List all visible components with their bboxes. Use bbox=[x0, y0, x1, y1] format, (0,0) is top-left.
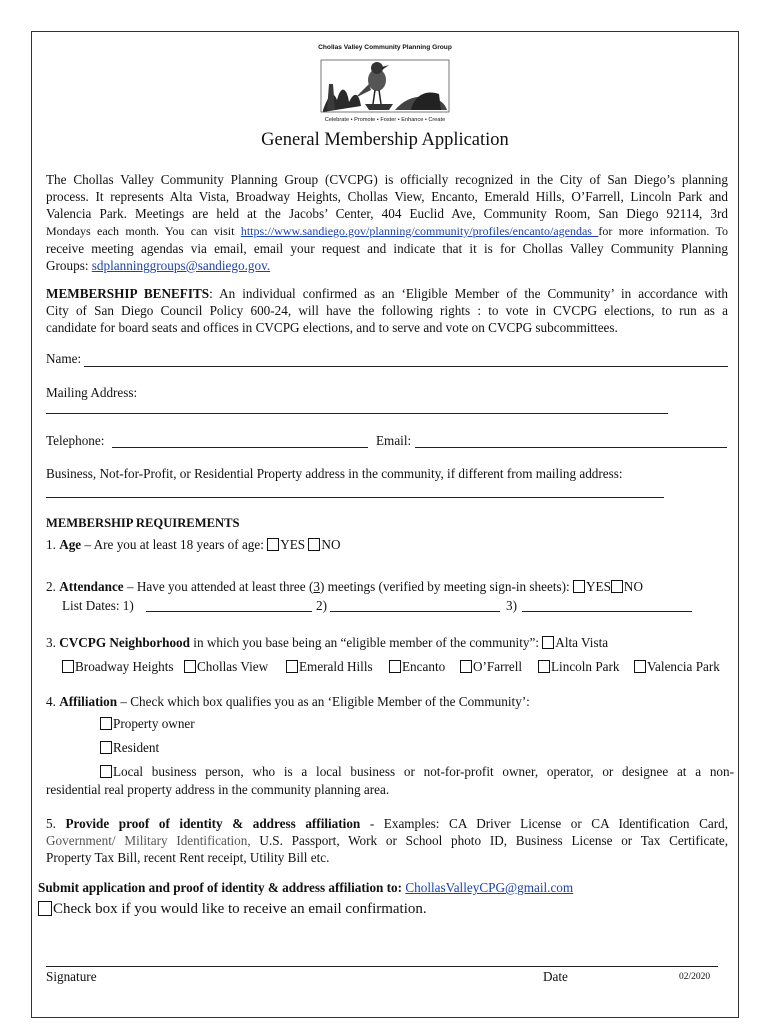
local-business-checkbox[interactable] bbox=[100, 765, 112, 778]
benefits-line-1 bbox=[46, 285, 728, 302]
neighborhood-option: Chollas View bbox=[197, 659, 269, 674]
affiliation-question bbox=[46, 694, 530, 710]
attendance-yes-checkbox[interactable] bbox=[573, 580, 585, 593]
benefits-line: candidate for board seats and offices in CVCPG elections, and to serve and vote on CVCPG subcommittees. bbox=[46, 320, 618, 336]
encanto-checkbox[interactable] bbox=[389, 660, 401, 673]
proof-paragraph bbox=[46, 815, 728, 867]
logo bbox=[315, 44, 455, 126]
neighborhood-options-row bbox=[286, 659, 373, 675]
property-owner-checkbox[interactable] bbox=[100, 717, 112, 730]
signature-line[interactable] bbox=[46, 966, 718, 967]
neighborhood-option: Valencia Park bbox=[647, 659, 720, 674]
age-no-checkbox[interactable] bbox=[308, 538, 320, 551]
proof-line-2 bbox=[46, 832, 728, 849]
form-version: 02/2020 bbox=[679, 972, 711, 982]
email-label: Email: bbox=[376, 433, 412, 448]
date-label: Date bbox=[543, 969, 568, 984]
mailing-address-label: Mailing Address: bbox=[46, 385, 138, 400]
intro-line: process. It represents Alta Vista, Broadway Heights, Chollas View, Encanto, Emerald Hills, O’Farrell, Lincoln Park and bbox=[46, 189, 728, 205]
affiliation-option bbox=[100, 740, 159, 756]
intro-line: receive meeting agendas via email, email your request and indicate that it is for Chollas Valley Community Planning bbox=[46, 240, 728, 256]
mailing-address-field[interactable] bbox=[46, 413, 668, 414]
date-1-field[interactable] bbox=[146, 611, 312, 612]
item-number: 1. bbox=[46, 537, 56, 552]
intro-line: The Chollas Valley Community Planning Group (CVCPG) is officially recognized in the City of San Diego’s planning bbox=[46, 172, 728, 187]
neighborhood-options-row bbox=[538, 659, 620, 675]
business-address-field[interactable] bbox=[46, 497, 664, 498]
age-label: Age bbox=[59, 537, 82, 552]
submit-text: Submit application and proof of identity & address affiliation to: bbox=[38, 880, 406, 895]
page-title: General Membership Application bbox=[261, 130, 509, 150]
chollas-view-checkbox[interactable] bbox=[184, 660, 196, 673]
intro-text: Groups: bbox=[46, 258, 92, 274]
attendance-text: – Have you attended at least three ( bbox=[123, 579, 314, 594]
email-field[interactable] bbox=[415, 447, 727, 448]
item-number: 2. bbox=[46, 579, 56, 594]
attendance-question bbox=[46, 579, 643, 595]
benefits-paragraph bbox=[46, 285, 728, 337]
name-label: Name: bbox=[46, 351, 82, 366]
date-2-field[interactable] bbox=[330, 611, 500, 612]
logo-name: Chollas Valley Community Planning Group bbox=[318, 44, 452, 51]
affiliation-option-label: Property owner bbox=[113, 716, 195, 731]
telephone-label: Telephone: bbox=[46, 433, 105, 448]
list-dates-label: List Dates: 1) bbox=[62, 598, 134, 613]
no-label: NO bbox=[321, 537, 341, 552]
intro-line: Valencia Park. Meetings are held at the Jacobs’ Center, 404 Euclid Ave, Community Room, San Diego 92114, 3rd bbox=[46, 206, 728, 222]
emerald-hills-checkbox[interactable] bbox=[286, 660, 298, 673]
email-confirmation-checkbox[interactable] bbox=[38, 901, 52, 916]
affiliation-label: Affiliation bbox=[59, 694, 118, 709]
date-2-label: 2) bbox=[316, 598, 327, 613]
benefits-line: City of San Diego Council Policy 600-24, will have the following rights : to vote in CVCPG elections, to run as a bbox=[46, 303, 728, 319]
confirmation-label: Check box if you would like to receive an email confirmation. bbox=[53, 901, 427, 917]
age-yes-checkbox[interactable] bbox=[267, 538, 279, 551]
intro-line-6 bbox=[46, 257, 728, 274]
item-number: 5. bbox=[46, 816, 56, 831]
proof-label: Provide proof of identity & address affiliation bbox=[65, 816, 361, 831]
benefits-text: : An individual confirmed as an ‘Eligible Member of the Community’ in accordance with bbox=[209, 286, 728, 301]
intro-text: for more information. To bbox=[598, 223, 728, 238]
requirements-heading: MEMBERSHIP REQUIREMENTS bbox=[46, 516, 240, 530]
agendas-link[interactable]: https://www.sandiego.gov/planning/community/profiles/encanto/agendas bbox=[240, 223, 599, 238]
neighborhood-option: O’Farrell bbox=[473, 659, 523, 674]
neighborhood-options-row bbox=[634, 659, 720, 675]
cvcpg-email-link[interactable]: ChollasValleyCPG@gmail.com bbox=[405, 880, 574, 895]
age-question bbox=[46, 537, 340, 553]
attendance-count: 3 bbox=[313, 579, 320, 594]
no-label: NO bbox=[623, 579, 643, 594]
date-3-label: 3) bbox=[506, 598, 517, 613]
neighborhood-option: Emerald Hills bbox=[299, 659, 373, 674]
intro-text: Mondays each month. You can visit bbox=[46, 223, 241, 238]
date-3-field[interactable] bbox=[522, 611, 692, 612]
ofarrell-checkbox[interactable] bbox=[460, 660, 472, 673]
proof-text-gray: Government/ Military Identification, bbox=[46, 833, 251, 849]
neighborhood-text: in which you base being an “eligible member of the community”: bbox=[189, 635, 543, 650]
confirmation-option bbox=[38, 901, 427, 918]
proof-text: - Examples: CA Driver License or CA Identification Card, bbox=[360, 816, 729, 831]
yes-label: YES bbox=[586, 579, 611, 594]
affiliation-option-label: Local business person, who is a local business or not-for-profit owner, operator, or designee at a non- bbox=[113, 764, 734, 779]
name-field[interactable] bbox=[84, 366, 728, 367]
attendance-text: ) meetings (verified by meeting sign-in sheets): bbox=[319, 579, 573, 594]
telephone-field[interactable] bbox=[112, 447, 368, 448]
bird-cactus-icon bbox=[315, 54, 455, 116]
business-address-label: Business, Not-for-Profit, or Residential Property address in the community, if different from mailing address: bbox=[46, 466, 623, 481]
neighborhood-options-row bbox=[460, 659, 522, 675]
intro-line-4 bbox=[46, 223, 728, 240]
neighborhood-options-row bbox=[62, 659, 174, 675]
affiliation-option bbox=[100, 716, 195, 732]
affiliation-text: – Check which box qualifies you as an ‘Eligible Member of the Community’: bbox=[117, 694, 530, 709]
item-number: 3. bbox=[46, 635, 56, 650]
proof-line-1 bbox=[46, 815, 728, 832]
attendance-no-checkbox[interactable] bbox=[611, 580, 623, 593]
logo-tagline: Celebrate • Promote • Foster • Enhance • Create bbox=[324, 117, 446, 123]
proof-line: Property Tax Bill, recent Rent receipt, Utility Bill etc. bbox=[46, 850, 330, 866]
item-number: 4. bbox=[46, 694, 56, 709]
neighborhood-option: Lincoln Park bbox=[551, 659, 620, 674]
planning-email-link[interactable]: sdplanninggroups@sandiego.gov. bbox=[91, 258, 271, 274]
age-text: – Are you at least 18 years of age: bbox=[81, 537, 268, 552]
benefits-heading: MEMBERSHIP BENEFITS bbox=[46, 286, 210, 301]
neighborhood-label: CVCPG Neighborhood bbox=[59, 635, 190, 650]
affiliation-option-label: Resident bbox=[113, 740, 160, 755]
affiliation-option bbox=[100, 764, 734, 780]
intro-paragraph bbox=[46, 171, 728, 274]
local-business-line-2: residential real property address in the community planning area. bbox=[46, 782, 390, 797]
attendance-label: Attendance bbox=[59, 579, 124, 594]
local-business-line bbox=[100, 764, 734, 780]
neighborhood-question bbox=[46, 635, 608, 651]
submit-line bbox=[38, 880, 573, 896]
neighborhood-option: Alta Vista bbox=[555, 635, 609, 650]
valencia-park-checkbox[interactable] bbox=[634, 660, 646, 673]
proof-text: U.S. Passport, Work or School photo ID, Business License or Tax Certificate, bbox=[250, 833, 729, 849]
neighborhood-options-row bbox=[184, 659, 268, 675]
yes-label: YES bbox=[280, 537, 306, 552]
broadway-heights-checkbox[interactable] bbox=[62, 660, 74, 673]
signature-label: Signature bbox=[46, 969, 97, 984]
resident-checkbox[interactable] bbox=[100, 741, 112, 754]
lincoln-park-checkbox[interactable] bbox=[538, 660, 550, 673]
alta-vista-checkbox[interactable] bbox=[542, 636, 554, 649]
neighborhood-option: Encanto bbox=[402, 659, 446, 674]
neighborhood-options-row bbox=[389, 659, 445, 675]
neighborhood-option: Broadway Heights bbox=[75, 659, 174, 674]
